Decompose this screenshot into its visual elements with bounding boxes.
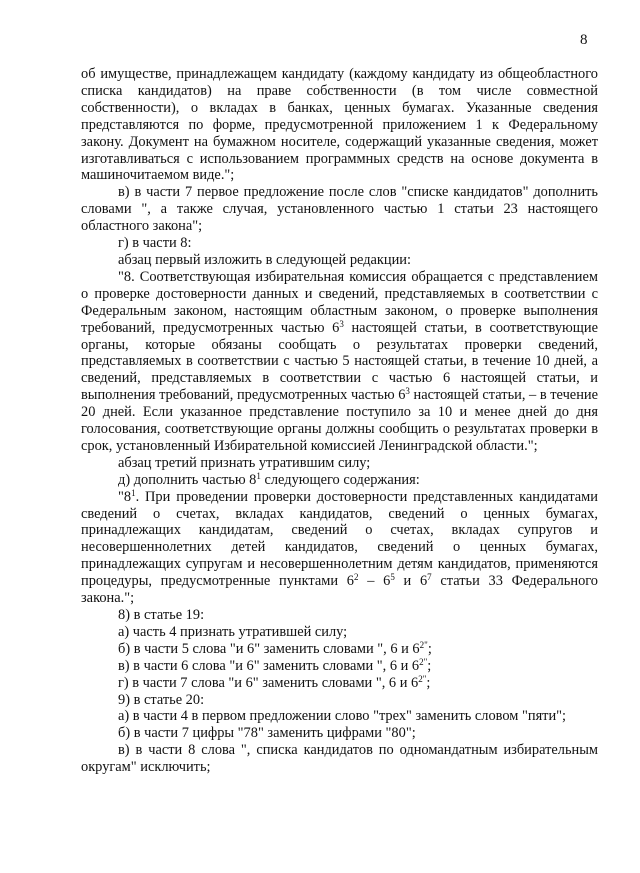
text-run: статьи 33 Федерального закона."; [81, 573, 599, 607]
text-run: об имуществе, принадлежащем кандидату (каждому кандидату из общеобластного списка кандидатов) на праве собственности (в том числе совместной собственности), о вкладах в банках, ценных бумагах. Указанные сведения представляются по форме, предусмотренной приложением 1 к Федеральному закону. Документ на бумажном носителе, содержащий указанные сведения, может изготавливаться с использованием программных средств на основе документа в машиночитаемом виде."; [81, 66, 598, 184]
text-run: ; [426, 674, 431, 691]
text-run: в) в части 6 слова "и 6" заменить словами ", 6 и 6 [118, 657, 420, 674]
text-run: 8) в статье 19: [118, 607, 205, 623]
text-run: и 6 [394, 573, 428, 590]
paragraph [81, 184, 598, 235]
superscript: 2" [419, 639, 428, 650]
paragraph [81, 675, 598, 692]
superscript: 5 [390, 572, 395, 583]
text-run: д) дополнить частью 8 [118, 471, 257, 488]
superscript: 2 [354, 572, 359, 583]
text-run: г) в части 7 слова "и 6" заменить словами ", 6 и 6 [118, 674, 419, 691]
text-run: г) в части 8: [118, 235, 192, 252]
text-run: . При проведении проверки достоверности представленных кандидатами сведений о счетах, вкладах кандидатов, сведений о ценных бумагах, принадлежащих кандидатам, сведений о счетах, вкладах супругов и несовершеннолетних детей кандидатов, сведений о ценных бумагах, принадлежащих супругам и несовершеннолетним детям кандидатов, применяются процедуры, предусмотренные пунктами 6 [81, 488, 598, 590]
paragraph [81, 607, 598, 624]
text-run: "8 [118, 488, 132, 505]
text-run: б) в части 5 слова "и 6" заменить словами ", 6 и 6 [118, 640, 420, 657]
text-run: 9) в статье 20: [118, 691, 205, 708]
superscript: 3 [339, 318, 344, 329]
superscript: 1 [131, 487, 136, 498]
text-run: в) в части 7 первое предложение после слов "списке кандидатов" дополнить словами ", а также случая, установленного частью 1 статьи 23 настоящего областного закона"; [81, 184, 598, 235]
paragraph [81, 489, 598, 607]
paragraph [81, 472, 598, 489]
paragraph [81, 725, 598, 742]
text-run: абзац третий признать утратившим силу; [118, 454, 371, 471]
paragraph [81, 658, 598, 675]
superscript: 7 [427, 572, 432, 583]
superscript: 2" [419, 656, 428, 667]
document-body [81, 66, 598, 776]
paragraph [81, 708, 598, 725]
text-run: в) в части 8 слова ", списка кандидатов по одномандатным избирательным округам" исключить; [81, 742, 598, 776]
text-run: б) в части 7 цифры "78" заменить цифрами "80"; [118, 725, 416, 742]
superscript: 3 [405, 386, 410, 397]
paragraph [81, 641, 598, 658]
page-number: 8 [580, 32, 588, 48]
paragraph [81, 455, 598, 472]
paragraph [81, 624, 598, 641]
superscript: 2" [418, 673, 427, 684]
text-run: ; [427, 657, 432, 674]
paragraph [81, 269, 598, 455]
paragraph [81, 235, 598, 252]
text-run: а) часть 4 признать утратившей силу; [118, 623, 348, 640]
text-run: ; [427, 640, 432, 657]
paragraph [81, 742, 598, 776]
paragraph [81, 692, 598, 709]
text-run: абзац первый изложить в следующей редакции: [118, 251, 412, 268]
paragraph [81, 66, 598, 184]
paragraph [81, 252, 598, 269]
text-run: "8. Соответствующая избирательная комиссия обращается с представлением о проверке достоверности данных и сведений, представляемых в соответствии с Федеральным законом, настоящим областным законом, о проверке выполнения требований, предусмотренных частью 6 [81, 268, 598, 336]
text-run: а) в части 4 в первом предложении слово "трех" заменить словом "пяти"; [118, 708, 567, 725]
text-run: настоящей статьи, в соответствующие органы, которые обязаны сообщать о результатах проверки сведений, представляемых в соответствии с частью 5 настоящей статьи, в течение 10 дней, а сведений, представляемых в соответствии с частью 6 настоящей статьи, и выполнения требований, предусмотренных частью 6 [81, 319, 598, 404]
text-run: настоящей статьи, – в течение 20 дней. Если указанное представление поступило за 10 и менее дней до дня голосования, соответствующие органы должны сообщить о результатах проверки в срок, установленный Избирательной комиссией Ленинградской области."; [81, 387, 598, 454]
superscript: 1 [256, 470, 261, 481]
text-run: – 6 [358, 573, 391, 590]
text-run: следующего содержания: [260, 471, 420, 488]
